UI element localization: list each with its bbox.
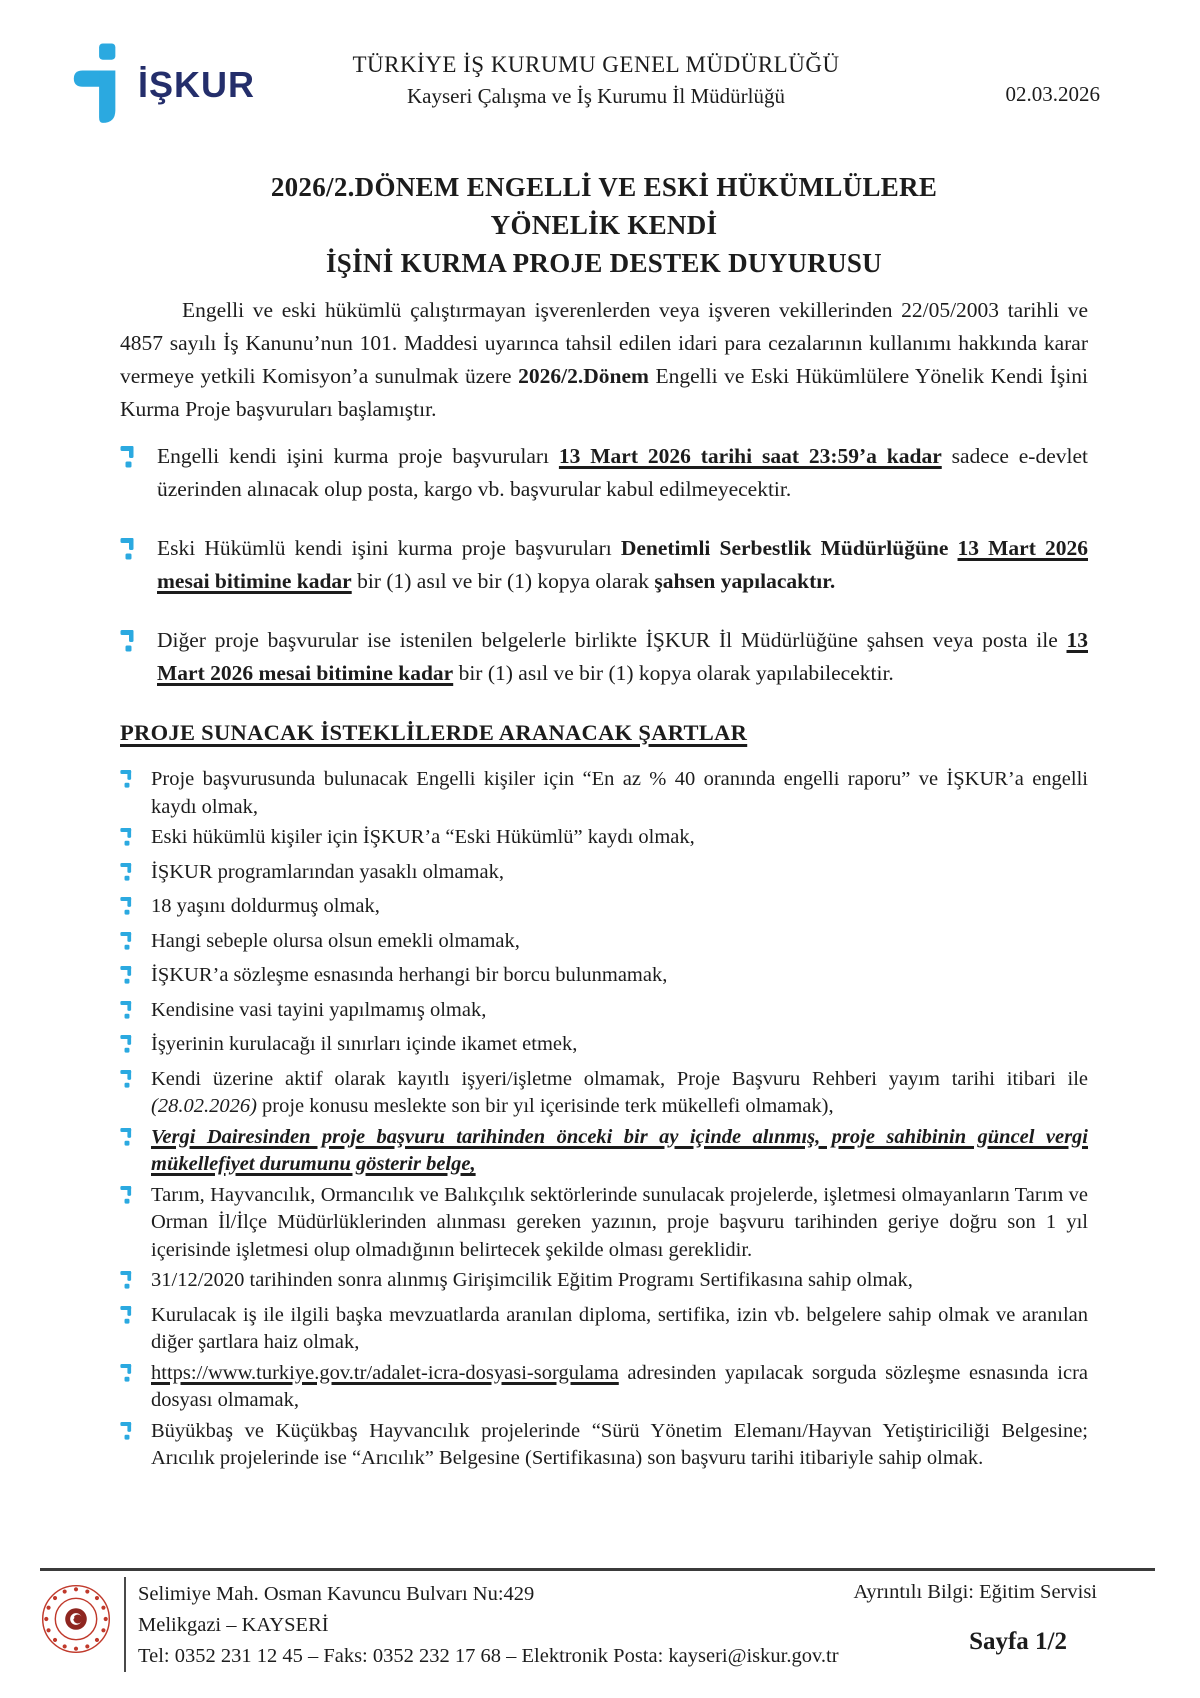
requirement-text: Eski hükümlü kişiler için İŞKUR’a “Eski Hükümlü” kaydı olmak, [151, 826, 695, 848]
turkiye-gov-url: https://www.turkiye.gov.tr/adalet-icra-dosyasi-sorgulama [151, 1361, 619, 1384]
requirement-item [120, 893, 1088, 925]
requirement-text: İŞKUR’a sözleşme esnasında herhangi bir borcu bulunmamak, [151, 964, 668, 986]
iskur-bullet-icon [120, 1270, 134, 1299]
requirement-item-vergi [120, 1124, 1088, 1179]
requirement-item [120, 1031, 1088, 1063]
requirements-heading: PROJE SUNACAK İSTEKLİLERDE ARANACAK ŞARTLAR [120, 720, 748, 745]
iskur-logo-text: İŞKUR [138, 64, 256, 105]
requirement-text: Hangi sebeple olursa olsun emekli olmamak, [151, 929, 520, 952]
page-number: Sayfa 1/2 [969, 1628, 1067, 1655]
document-date: 02.03.2026 [1005, 82, 1100, 106]
footer-address [138, 1577, 839, 1672]
requirement-item [120, 1066, 1088, 1121]
notice-item-eski-hukumlu [120, 532, 1088, 598]
iskur-bullet-icon [120, 1305, 134, 1357]
iskur-bullet-icon [120, 862, 134, 891]
document-title [240, 168, 968, 282]
notice-text: Eski Hükümlü kendi işini kurma proje başvuruları Denetimli Serbestlik Müdürlüğüne 13 Mart 2026 mesai bitimine kadar bir (1) asıl ve bir (1) kopya olarak şahsen yapılacaktır. [157, 536, 1088, 593]
iskur-bullet-icon [120, 769, 134, 821]
iskur-bullet-icon [120, 1000, 134, 1029]
iskur-bullet-icon [120, 827, 134, 856]
address-line2: Melikgazi – KAYSERİ [138, 1614, 329, 1636]
requirement-item [120, 1267, 1088, 1299]
requirement-text: Proje başvurusunda bulunacak Engelli kişiler için “En az % 40 oranında engelli raporu” ve İŞKUR’a engelli kaydı olmak, [151, 768, 1088, 818]
requirement-item [120, 824, 1088, 856]
requirement-text: Kendi üzerine aktif olarak kayıtlı işyeri/işletme olmamak, Proje Başvuru Rehberi yayım tarihi itibari ile (28.02.2026) proje konusu meslekte son bir yıl içerisinde terk mükellefi olmamak), [151, 1067, 1088, 1117]
iskur-bullet-icon [120, 1069, 134, 1121]
requirement-text: https://www.turkiye.gov.tr/adalet-icra-dosyasi-sorgulama adresinden yapılacak sorguda sözleşme esnasında icra dosyası olmamak, [151, 1361, 1088, 1411]
requirement-item [120, 962, 1088, 994]
iskur-bullet-icon [120, 1127, 134, 1179]
requirement-item [120, 766, 1088, 821]
requirement-text: 18 yaşını doldurmuş olmak, [151, 895, 380, 917]
document-title-line2: İŞİNİ KURMA PROJE DESTEK DUYURUSU [326, 248, 882, 278]
footer-meta-block [853, 1577, 1155, 1656]
iskur-bullet-icon [120, 1185, 134, 1265]
notice-text: Engelli kendi işini kurma proje başvuruları 13 Mart 2026 tarihi saat 23:59’a kadar sadece e-devlet üzerinden alınacak olup posta, kargo vb. başvurular kabul edilmeyecektir. [157, 444, 1088, 501]
iskur-bullet-icon [120, 965, 134, 994]
iskur-bullet-icon [120, 1363, 134, 1415]
requirement-item [120, 1302, 1088, 1357]
iskur-bullet-icon [120, 896, 134, 925]
requirement-text: Büyükbaş ve Küçükbaş Hayvancılık projelerinde “Sürü Yönetim Elemanı/Hayvan Yetiştiriciliği Belgesine; Arıcılık projelerinde ise “Arıcılık” Belgesine (Sertifikasına) son başvuru tarihi itibariyle sahip olmak. [151, 1419, 1088, 1469]
org-title-block [282, 42, 910, 109]
requirement-text: İŞKUR programlarından yasaklı olmamak, [151, 860, 504, 883]
org-name-line1: TÜRKİYE İŞ KURUMU GENEL MÜDÜRLÜĞÜ [352, 52, 840, 77]
notice-item-diger [120, 624, 1088, 690]
requirement-item [120, 1182, 1088, 1265]
requirements-list [120, 766, 1088, 1473]
requirement-item [120, 928, 1088, 960]
requirement-text: Kendisine vasi tayini yapılmamış olmak, [151, 998, 487, 1021]
footer-contact-block [40, 1577, 839, 1672]
iskur-logo [72, 42, 282, 128]
ministry-seal [40, 1577, 112, 1672]
address-line1: Selimiye Mah. Osman Kavuncu Bulvarı Nu:429 [138, 1583, 535, 1605]
iskur-bullet-icon [120, 1034, 134, 1063]
iskur-logo-icon [72, 42, 128, 128]
document-header [0, 0, 1200, 128]
notice-list [120, 440, 1088, 690]
footer-info: Ayrıntılı Bilgi: Eğitim Servisi [853, 1581, 1097, 1603]
requirement-item [120, 859, 1088, 891]
org-name-line2: Kayseri Çalışma ve İş Kurumu İl Müdürlüğü [407, 84, 785, 108]
requirement-item [120, 997, 1088, 1029]
iskur-bullet-icon [120, 537, 137, 598]
document-footer [40, 1568, 1155, 1672]
iskur-bullet-icon [120, 445, 137, 506]
iskur-bullet-icon [120, 629, 137, 690]
requirement-text: Vergi Dairesinden proje başvuru tarihinden önceki bir ay içinde alınmış, proje sahibinin güncel vergi mükellefiyet durumunu gösterir belge, [151, 1125, 1088, 1175]
document-body [0, 128, 1200, 1568]
address-line3: Tel: 0352 231 12 45 – Faks: 0352 232 17 68 – Elektronik Posta: kayseri@iskur.gov.tr [138, 1645, 839, 1667]
notice-text: Diğer proje başvurular ise istenilen belgelerle birlikte İŞKUR İl Müdürlüğüne şahsen veya posta ile 13 Mart 2026 mesai bitimine kadar bir (1) asıl ve bir (1) kopya olarak yapılabilecektir. [157, 628, 1088, 685]
requirement-text: İşyerinin kurulacağı il sınırları içinde ikamet etmek, [151, 1033, 578, 1055]
requirement-text: Tarım, Hayvancılık, Ormancılık ve Balıkçılık sektörlerinde sunulacak projelerde, işletmesi olmayanların Tarım ve Orman İl/İlçe Müdürlüklerinden alınması gereken yazının, proje başvuru tarihinden geriye doğru son 1 yıl içerisinde işletmesi olup olmadığının belirtecek şekilde olması gereklidir. [151, 1183, 1088, 1261]
requirement-item-url [120, 1360, 1088, 1415]
intro-paragraph: Engelli ve eski hükümlü çalıştırmayan işverenlerden veya işveren vekillerinden 22/05/2003 tarihli ve 4857 sayılı İş Kanunu’nun 101. Maddesi uyarınca tahsil edilen idari para cezalarının kullanımı hakkında karar vermeye yetkili Komisyon’a sunulmak üzere 2026/2.Dönem Engelli ve Eski Hükümlülere Yönelik Kendi İşini Kurma Proje başvuruları başlamıştır. [120, 298, 1088, 421]
iskur-bullet-icon [120, 1421, 134, 1473]
requirement-text: 31/12/2020 tarihinden sonra alınmış Girişimcilik Eğitim Programı Sertifikasına sahip olmak, [151, 1269, 913, 1291]
iskur-bullet-icon [120, 931, 134, 960]
footer-divider [124, 1577, 126, 1672]
requirement-item [120, 1418, 1088, 1473]
notice-item-engelli [120, 440, 1088, 506]
document-title-line1: 2026/2.DÖNEM ENGELLİ VE ESKİ HÜKÜMLÜLERE YÖNELİK KENDİ [270, 172, 938, 240]
requirement-text: Kurulacak iş ile ilgili başka mevzuatlarda aranılan diploma, sertifika, izin vb. belgelere sahip olmak ve aranılan diğer şartlara haiz olmak, [151, 1303, 1088, 1353]
